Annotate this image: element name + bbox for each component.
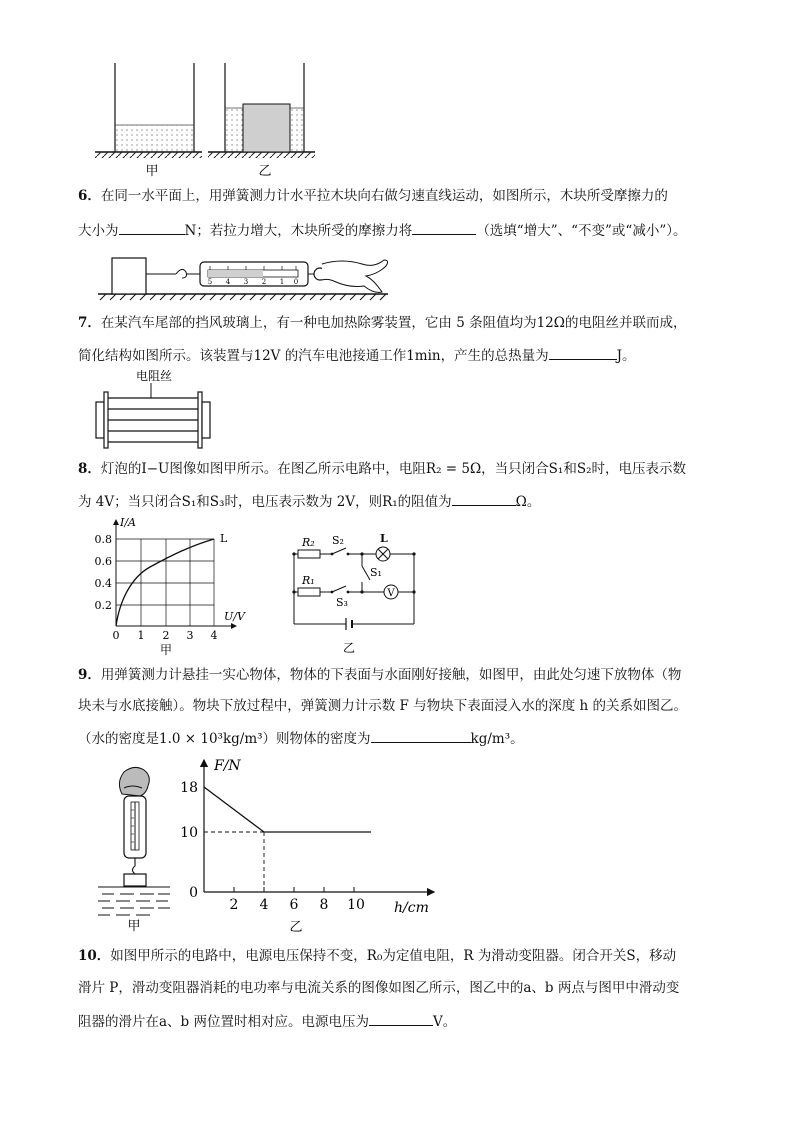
iu-graph	[90, 514, 245, 657]
beakers-figure	[90, 58, 320, 183]
fh-xtick-6: 6	[289, 897, 299, 913]
q10-number: 10．	[78, 948, 111, 964]
label-s1: S₁	[370, 566, 382, 579]
resistance-wire-label: 电阻丝	[135, 369, 173, 383]
iu-curve-label: L	[220, 532, 228, 545]
q7-number: 7．	[78, 315, 101, 331]
circuit-figure-8	[286, 530, 426, 658]
q6-blank-2[interactable]	[412, 220, 476, 235]
scale-num-4: 4	[225, 278, 231, 286]
q9-line1: 9．用弹簧测力计悬挂一实心物体，物体的下表面与水面刚好接触，如图甲，由此处匀速下放物体（物	[78, 667, 682, 683]
force-depth-line	[204, 787, 371, 832]
fh-xlabel: h/cm	[394, 900, 429, 916]
iu-xlabel: U/V	[224, 610, 245, 623]
q10-line1: 10．如图甲所示的电路中，电源电压保持不变，R₀为定值电阻，R 为滑动变阻器。闭合开关S，移动	[78, 948, 677, 964]
fh-caption: 乙	[289, 920, 303, 935]
lamp-iu-curve	[116, 539, 214, 626]
hand-icon	[119, 767, 149, 796]
iu-ylabel: I/A	[120, 516, 136, 529]
fh-ytick-0: 0	[189, 885, 198, 901]
resistance-wire-figure	[94, 368, 224, 450]
scale-num-1: 1	[279, 278, 285, 286]
fh-ytick-10: 10	[180, 825, 198, 841]
q10-line3: 阻器的滑片在a、b 两位置时相对应。电源电压为 V。	[78, 1011, 728, 1031]
q9-line3: （水的密度是1.0 × 10³kg/m³）则物体的密度为 kg/m³。	[78, 728, 728, 748]
q9-blank[interactable]	[371, 728, 471, 743]
q8-number: 8．	[78, 461, 101, 477]
q6-line1: 6．在同一水平面上，用弹簧测力计水平拉木块向右做匀速直线运动，如图所示，木块所受摩擦力的	[78, 188, 668, 204]
beaker-a-label: 甲	[145, 164, 159, 179]
fh-xtick-10: 10	[347, 897, 365, 913]
label-s2: S₂	[332, 534, 344, 547]
label-voltmeter: V	[387, 588, 395, 599]
iu-xtick-3: 3	[186, 629, 194, 642]
label-lamp: L	[380, 532, 388, 545]
scale-num-0: 0	[293, 278, 299, 286]
hand-icon	[322, 260, 388, 292]
iu-ytick-0.8: 0.8	[94, 533, 112, 546]
q9-line2: 块未与水底接触）。物块下放过程中，弹簧测力计示数 F 与物块下表面浸入水的深度 h 的关系如图乙。	[78, 698, 687, 714]
iu-xtick-2: 2	[162, 629, 170, 642]
scale-num-5: 5	[207, 278, 213, 286]
q8-line1: 8．灯泡的I−U图像如图甲所示。在图乙所示电路中，电阻R₂ = 5Ω，当只闭合S₁和S₂时，电压表示数	[78, 461, 686, 477]
label-r1: R₁	[302, 574, 315, 587]
q6-line2: 大小为 N；若拉力增大，木块所受的摩擦力将 （选填“增大”、“不变”或“减小”）。	[78, 220, 728, 240]
iu-xtick-1: 1	[137, 629, 145, 642]
iu-xtick-4: 4	[210, 629, 218, 642]
q7-blank[interactable]	[549, 345, 617, 360]
q6-number: 6．	[78, 188, 101, 204]
iu-xtick-0: 0	[112, 629, 120, 642]
spring-scale-figure	[96, 248, 396, 302]
fh-xtick-4: 4	[259, 897, 269, 913]
q8-line2: 为 4V；当只闭合S₁和S₃时，电压表示数为 2V，则R₁的阻值为 Ω。	[78, 491, 728, 511]
q7-line1: 7．在某汽车尾部的挡风玻璃上，有一种电加热除雾装置，它由 5 条阻值均为12Ω的电阻丝并联而成，	[78, 315, 687, 331]
label-r2: R₂	[302, 536, 315, 549]
fh-xtick-2: 2	[229, 897, 239, 913]
fh-graph	[176, 754, 446, 938]
q8-blank[interactable]	[452, 491, 516, 506]
q6-blank-1[interactable]	[119, 220, 185, 235]
beaker-b-label: 乙	[258, 164, 272, 179]
fh-ylabel: F/N	[214, 758, 241, 774]
q10-line2: 滑片 P，滑动变阻器消耗的电功率与电流关系的图像如图乙所示，图乙中的a、b 两点与图甲中滑动变	[78, 980, 680, 996]
circuit-caption: 乙	[342, 641, 356, 655]
iu-ytick-0.6: 0.6	[94, 555, 112, 568]
q10-blank[interactable]	[369, 1011, 433, 1026]
q7-line2: 简化结构如图所示。该装置与12V 的汽车电池接通工作1min，产生的总热量为 J。	[78, 345, 728, 365]
q9-number: 9．	[78, 667, 101, 683]
iu-caption: 甲	[159, 643, 173, 657]
iu-ytick-0.4: 0.4	[94, 577, 112, 590]
scale-num-2: 2	[261, 278, 267, 286]
fh-xtick-8: 8	[319, 897, 329, 913]
fh-ytick-18: 18	[180, 780, 198, 796]
hanging-caption: 甲	[127, 919, 141, 934]
label-s3: S₃	[336, 596, 348, 609]
iu-ytick-0.2: 0.2	[94, 599, 112, 612]
scale-num-3: 3	[243, 278, 249, 286]
hanging-scale-figure	[94, 760, 174, 932]
